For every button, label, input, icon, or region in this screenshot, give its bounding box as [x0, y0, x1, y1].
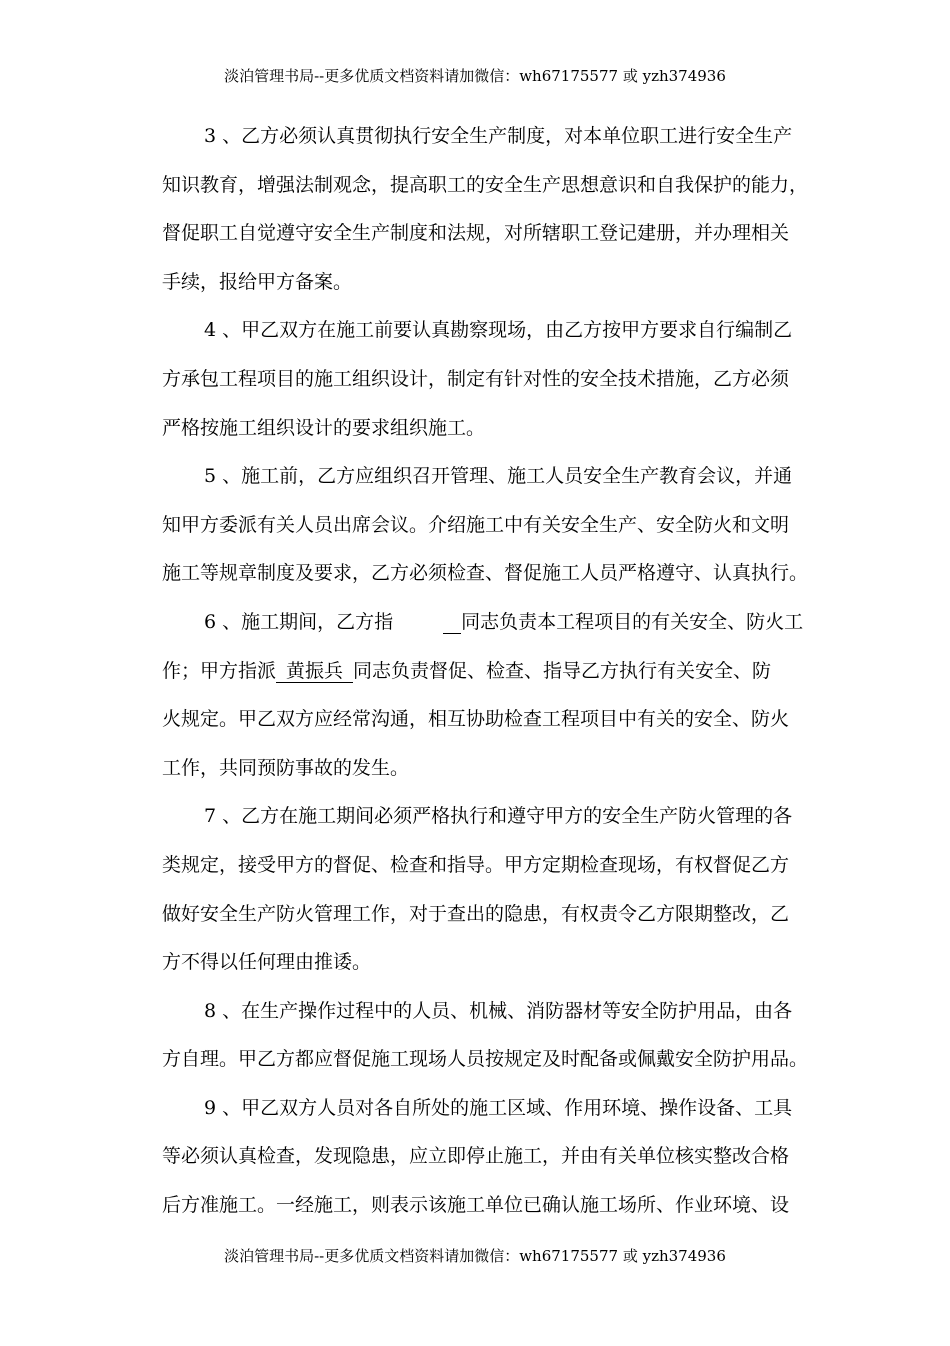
text-segment: 同志负责督促、检查、指导乙方执行有关安全、防 — [353, 659, 772, 682]
text-line: 做好安全生产防火管理工作，对于查出的隐患，有权责令乙方限期整改，乙 — [162, 902, 790, 925]
page-header: 淡泊管理书局--更多优质文档资料请加微信：wh67175577 或 yzh374936 — [224, 67, 726, 85]
text-segment: 同志负责本工程项目的有关安全、防火工 — [461, 610, 804, 633]
text-line: 严格按施工组织设计的要求组织施工。 — [162, 416, 486, 439]
text-line: 方自理。甲乙方都应督促施工现场人员按规定及时配备或佩戴安全防护用品。 — [162, 1048, 809, 1071]
text-line: 7 、乙方在施工期间必须严格执行和遵守甲方的安全生产防火管理的各 — [204, 805, 793, 828]
filled-name-underline: 黄振兵 — [276, 660, 353, 683]
text-line: 知识教育，增强法制观念，提高职工的安全生产思想意识和自我保护的能力， — [162, 173, 809, 196]
text-line: 4 、甲乙双方在施工前要认真勘察现场，由乙方按甲方要求自行编制乙 — [204, 319, 793, 342]
text-line: 督促职工自觉遵守安全生产制度和法规，对所辖职工登记建册，并办理相关 — [162, 222, 790, 245]
text-segment: 作；甲方指派 — [162, 659, 277, 682]
document-body — [162, 112, 812, 1230]
text-line: 5 、施工前，乙方应组织召开管理、施工人员安全生产教育会议，并通 — [204, 465, 793, 488]
blank-underline — [443, 611, 461, 634]
clause-5 — [162, 452, 812, 598]
clause-4 — [162, 306, 812, 452]
text-line: 后方准施工。一经施工，则表示该施工单位已确认施工场所、作业环境、设 — [162, 1194, 790, 1217]
clause-7 — [162, 792, 812, 986]
text-line: 等必须认真检查，发现隐患，应立即停止施工，并由有关单位核实整改合格 — [162, 1145, 790, 1168]
page-footer: 淡泊管理书局--更多优质文档资料请加微信：wh67175577 或 yzh374936 — [224, 1247, 726, 1265]
text-line: 类规定，接受甲方的督促、检查和指导。甲方定期检查现场，有权督促乙方 — [162, 853, 790, 876]
text-line: 手续，报给甲方备案。 — [162, 270, 353, 293]
text-line: 工作，共同预防事故的发生。 — [162, 756, 410, 779]
text-line — [162, 598, 812, 647]
text-line: 3 、乙方必须认真贯彻执行安全生产制度，对本单位职工进行安全生产 — [204, 125, 793, 147]
clause-8 — [162, 987, 812, 1084]
text-line: 知甲方委派有关人员出席会议。介绍施工中有关安全生产、安全防火和文明 — [162, 513, 790, 536]
text-line: 施工等规章制度及要求，乙方必须检查、督促施工人员严格遵守、认真执行。 — [162, 562, 809, 585]
text-line: 方不得以任何理由推诿。 — [162, 951, 372, 974]
text-line: 火规定。甲乙双方应经常沟通，相互协助检查工程项目中有关的安全、防火 — [162, 708, 790, 731]
text-line: 方承包工程项目的施工组织设计，制定有针对性的安全技术措施，乙方必须 — [162, 367, 790, 390]
text-line: 9 、甲乙双方人员对各自所处的施工区域、作用环境、操作设备、工具 — [204, 1096, 793, 1119]
text-line: 8 、在生产操作过程中的人员、机械、消防器材等安全防护用品，由各 — [204, 999, 793, 1022]
clause-6 — [162, 598, 812, 792]
text-segment: 6 、施工期间，乙方指 — [204, 610, 394, 633]
clause-3 — [162, 112, 812, 306]
text-line — [162, 647, 812, 696]
clause-9 — [162, 1084, 812, 1230]
